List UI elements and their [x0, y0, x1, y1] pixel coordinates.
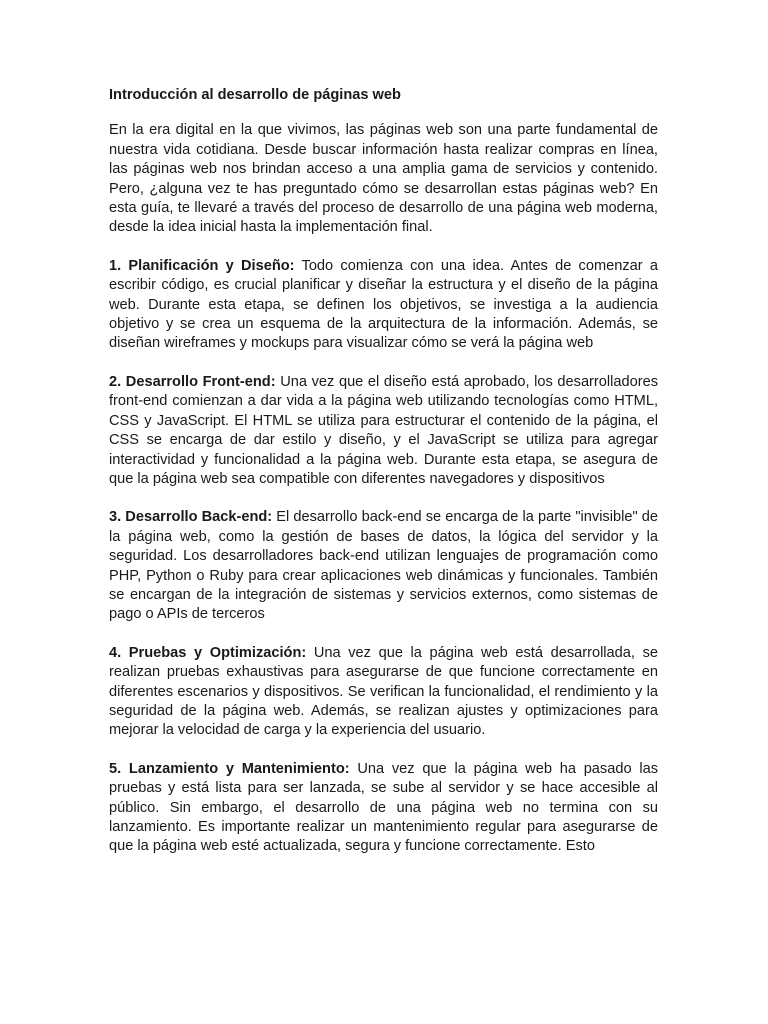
section-body: El desarrollo back-end se encarga de la parte "invisible" de la página web, como la gestión de bases de datos, la lógica del servidor y la seguridad. Los desarrolladores back-end utilizan lenguajes de programación como PHP, Python o Ruby para crear aplicaciones web dinámicas y funcionales. También se encargan de la integración de sistemas y servicios externos, como sistemas de pago o APIs de terceros — [109, 509, 658, 623]
section-body: Una vez que la página web ha pasado las pruebas y está lista para ser lanzada, se sube al servidor y se hace accesible al público. Sin embargo, el desarrollo de una página web no termina con su lanzamiento. Es importante realizar un mantenimiento regular para asegurarse de que la página web esté actualizada, segura y funcione correctamente. Esto — [109, 760, 658, 855]
section-body: Una vez que el diseño está aprobado, los desarrolladores front-end comienzan a dar vida a la página web utilizando tecnologías como HTML, CSS y JavaScript. El HTML se utiliza para estructurar el contenido de la página, el CSS se encarga de dar estilo y diseño, y el JavaScript se utiliza para agregar interactividad y funcionalidad a la página web. Durante esta etapa, se asegura de que la página web sea compatible con diferentes navegadores y dispositivos — [109, 373, 658, 487]
section-body: Una vez que la página web está desarrollada, se realizan pruebas exhaustivas para asegurarse de que funcione correctamente en diferentes escenarios y dispositivos. Se verifican la funcionalidad, el rendimiento y la seguridad de la página web. Además, se realizan ajustes y optimizaciones para mejorar la velocidad de carga y la experiencia del usuario. — [109, 644, 658, 739]
section-heading: 4. Pruebas y Optimización: — [109, 644, 307, 661]
section-lanzamiento — [109, 760, 658, 857]
section-back-end — [109, 508, 658, 624]
section-heading: 1. Planificación y Diseño: — [109, 257, 295, 274]
document-page — [109, 86, 658, 876]
document-title: Introducción al desarrollo de páginas web — [109, 87, 401, 103]
section-heading: 3. Desarrollo Back-end: — [109, 509, 273, 526]
section-pruebas — [109, 644, 658, 741]
intro-paragraph: En la era digital en la que vivimos, las páginas web son una parte fundamental de nuestra vida cotidiana. Desde buscar información hasta realizar compras en línea, las páginas web nos brindan acceso a una amplia gama de servicios y contenido. Pero, ¿alguna vez te has preguntado cómo se desarrollan estas páginas web? En esta guía, te llevaré a través del proceso de desarrollo de una página web moderna, desde la idea inicial hasta la implementación final. — [109, 122, 658, 236]
section-planificacion — [109, 257, 658, 354]
section-heading: 5. Lanzamiento y Mantenimiento: — [109, 760, 350, 777]
section-heading: 2. Desarrollo Front-end: — [109, 373, 276, 390]
section-body: Todo comienza con una idea. Antes de comenzar a escribir código, es crucial planificar y diseñar la estructura y el diseño de la página web. Durante esta etapa, se definen los objetivos, se investiga a la audiencia objetivo y se crea un esquema de la arquitectura de la información. Además, se diseñan wireframes y mockups para visualizar cómo se verá la página web — [109, 257, 658, 352]
section-front-end — [109, 373, 658, 489]
